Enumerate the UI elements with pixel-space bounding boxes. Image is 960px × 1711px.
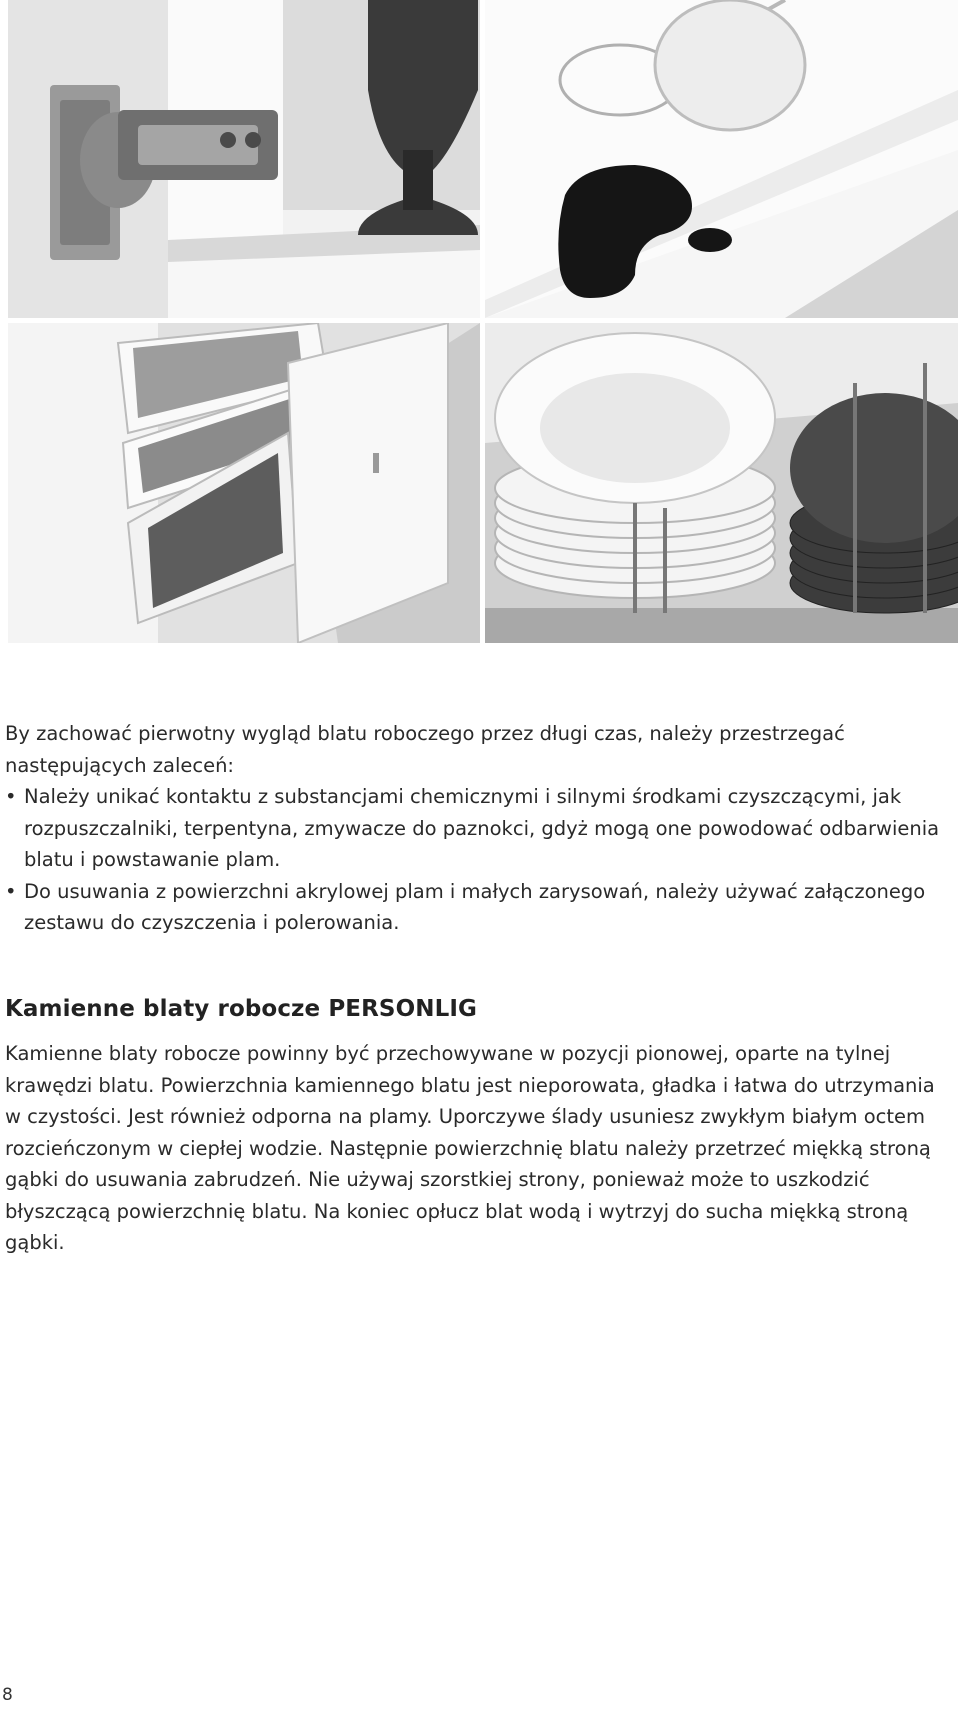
bullet-text: Należy unikać kontaktu z substancjami chemicznymi i silnymi środkami czyszczącymi, jak rozpuszczalniki, terpentyna, zmywacze do paznokci, gdyż mogą one powodować odbarwienia blatu i powstawanie plam. xyxy=(24,785,940,871)
care-bullet-list xyxy=(5,781,955,939)
intro-line-1: By zachować pierwotny wygląd blatu roboczego przez długi czas, należy przestrzegać xyxy=(5,722,845,745)
page-number: 8 xyxy=(2,1685,13,1705)
hinge-photo xyxy=(8,0,480,318)
spill-photo xyxy=(485,0,958,318)
intro-line-2: następujących zaleceń: xyxy=(5,753,235,777)
section-paragraph: Kamienne blaty robocze powinny być przechowywane w pozycji pionowej, oparte na tylnej krawędzi blatu. Powierzchnia kamiennego blatu jest nieporowata, gładka i łatwa do utrzymania w czystości. Jest również odporna na plamy. Uporczywe ślady usuniesz zwykłym białym octem rozcieńczonym w ciepłej wodzie. Następnie powierzchnię blatu należy przetrzeć miękką stroną gąbki do usuwania zabrudzeń. Nie używaj szorstkiej strony, ponieważ może to uszkodzić błyszczącą powierzchnię blatu. Na koniec opłucz blat wodą i wytrzyj do sucha miękką stroną gąbki. xyxy=(5,1042,935,1254)
care-instructions xyxy=(5,718,955,939)
section-heading: Kamienne blaty robocze PERSONLIG xyxy=(5,996,477,1022)
bullet-item xyxy=(5,876,955,939)
bullet-dot: • xyxy=(5,879,17,903)
drawers-photo xyxy=(8,323,480,643)
bullet-dot: • xyxy=(5,785,17,808)
bullet-text: Do usuwania z powierzchni akrylowej plam i małych zarysowań, należy używać załączonego zestawu do czyszczenia i polerowania. xyxy=(24,879,926,934)
plates-photo xyxy=(485,323,958,643)
bullet-item xyxy=(5,781,955,876)
photo-grid xyxy=(8,0,958,643)
